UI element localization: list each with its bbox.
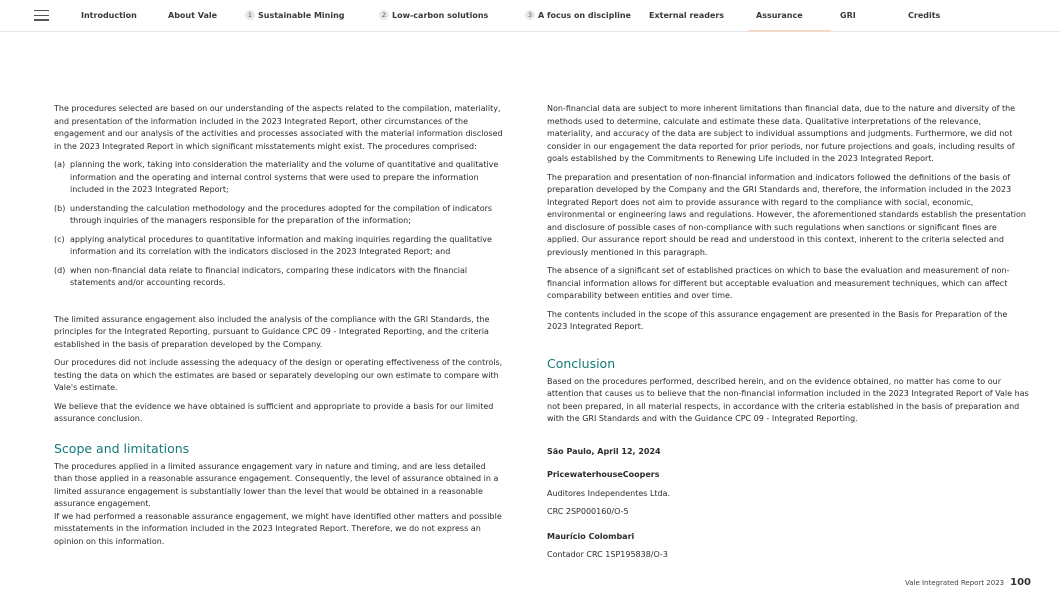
report-name: Vale Integrated Report 2023 <box>904 579 1005 587</box>
scope-paragraph-1: The procedures applied in a limited assurance engagement vary in nature and timing, and are less detailed than those applied in a reasonable assurance engagement. Consequently, the level of assurance obtained in a limited assurance engagement is substantially lower than the level that would be obtained in a reasonable assurance engagement. <box>54 461 499 508</box>
tab-label: A focus on discipline <box>538 11 631 20</box>
preparation-paragraph: The preparation and presentation of non-financial information and indicators followed the definitions of the basis of preparation developed by the Company and the GRI Standards and, therefore, the information included in the 2023 Integrated Report does not aim to provide assurance with regard to the compliance with social, economic, environmental or engineering laws and regulations. However, the aforementioned standards establish the presentation and disclosure of possible cases of non-compliance with such regulations when sanctions or significant fines are applied. Our assurance report should be read and understood in this context, inherent to the criteria selected and previously mentioned in this paragraph. <box>547 172 1026 257</box>
tab-assurance[interactable] <box>756 0 803 31</box>
conclusion-heading: Conclusion <box>547 355 616 371</box>
list-item <box>54 265 506 290</box>
hamburger-menu-icon[interactable] <box>34 10 49 21</box>
tab-label: Introduction <box>81 11 137 20</box>
list-item <box>54 234 506 259</box>
tab-introduction[interactable] <box>81 0 137 31</box>
list-marker: (a) <box>54 160 66 169</box>
firm-crc: CRC 2SP000160/O-5 <box>547 507 629 516</box>
signature-date: São Paulo, April 12, 2024 <box>547 446 661 456</box>
tab-label: Credits <box>908 11 941 20</box>
list-item-text: applying analytical procedures to quantitative information and making inquiries regarding the qualitative information and its correlation with the indicators disclosed in the 2023 Integrated Report; and <box>70 234 492 256</box>
chapter-number-badge: 2 <box>379 10 389 20</box>
list-marker: (b) <box>54 203 66 213</box>
tab-sustainable-mining[interactable] <box>245 0 345 31</box>
practices-paragraph: The absence of a significant set of established practices on which to base the evaluation and measurement of non-financial information allows for different but acceptable evaluation and measurement techniques, which can affect comparability between entities and over time. <box>547 266 1010 300</box>
signer-name: Maurício Colombari <box>547 531 635 541</box>
list-item-text: understanding the calculation methodology and the procedures adopted for the compilation of indicators through inquiries of the managers responsible for the preparation of the information; <box>70 203 493 225</box>
firm-legal-name: Auditores Independentes Ltda. <box>547 488 671 498</box>
page-number: 100 <box>1010 577 1031 588</box>
chapter-number-badge: 1 <box>245 10 255 20</box>
tab-label: GRI <box>840 11 856 20</box>
page-footer <box>905 577 1031 588</box>
right-column <box>547 103 1029 562</box>
nonfinancial-limitations-paragraph: Non-financial data are subject to more inherent limitations than financial data, due to the nature and diversity of the methods used to determine, calculate and estimate these data. Qualitative interpretations of the relevance, materiality, and accuracy of the data are subject to individual assumptions and judgments. Furthermore, we did not consider in our engagement the data reported for prior periods, nor future projections and goals, including results of goals established by the Commitments to Renewing Life included in the 2023 Integrated Report. <box>547 104 1016 163</box>
list-item <box>54 159 506 197</box>
firm-name: PricewaterhouseCoopers <box>547 470 660 479</box>
list-marker: (c) <box>54 234 65 244</box>
scope-contents-paragraph: The contents included in the scope of this assurance engagement are presented in the Basis for Preparation of the 2023 Integrated Report. <box>547 309 1008 331</box>
signer-crc: Contador CRC 1SP195838/O-3 <box>547 550 668 559</box>
conclusion-paragraph: Based on the procedures performed, described herein, and on the evidence obtained, no matter has come to our attention that causes us to believe that the non-financial information included in the 2023 Integrated Report of Vale has not been prepared, in all material respects, in accordance with the criteria established in the basis of preparation and with the GRI Standards and with the Guidance CPC 09 - Integrated Reporting. <box>547 376 1029 423</box>
top-navigation-bar <box>0 0 1060 32</box>
scope-paragraph-2: If we had performed a reasonable assurance engagement, we might have identified other matters and possible misstatements in the information included in the 2023 Integrated Report. Therefore, we do not express an opinion on this information. <box>54 511 502 546</box>
procedures-exclusion-paragraph: Our procedures did not include assessing the adequacy of the design or operating effectiveness of the controls, testing the data on which the estimates are based or separately developing our own estimate to compare with Vale's estimate. <box>54 358 503 392</box>
tab-label: Low-carbon solutions <box>392 11 489 20</box>
procedures-intro-paragraph: The procedures selected are based on our understanding of the aspects related to the compilation, materiality, and presentation of the information included in the 2023 Integrated Report, other circumstances of the engagement and our analysis of the activities and processes associated with the material information disclosed in the 2023 Integrated Report in which significant misstatements might exist. The procedures comprised: <box>54 104 503 151</box>
tab-label: Sustainable Mining <box>258 11 345 20</box>
scope-heading: Scope and limitations <box>54 440 190 456</box>
signature-block <box>547 446 1029 562</box>
chapter-number-badge: 3 <box>525 10 535 20</box>
tab-a-focus-on-discipline[interactable] <box>525 0 631 31</box>
tab-label: About Vale <box>168 11 218 20</box>
tab-label: Assurance <box>756 11 803 20</box>
tab-about-vale[interactable] <box>168 0 217 31</box>
tab-label: External readers <box>649 11 725 20</box>
left-column <box>54 103 506 548</box>
tab-external-readers[interactable] <box>649 0 724 31</box>
procedures-list <box>54 159 506 290</box>
limited-assurance-paragraph: The limited assurance engagement also included the analysis of the compliance with the GRI Standards, the principles for the Integrated Reporting, pursuant to Guidance CPC 09 - Integrated Reporting, and the criteria established in the basis of preparation developed by the Company. <box>54 314 490 349</box>
tab-credits[interactable] <box>908 0 940 31</box>
tab-gri[interactable] <box>840 0 856 31</box>
tab-low-carbon-solutions[interactable] <box>379 0 488 31</box>
evidence-paragraph: We believe that the evidence we have obtained is sufficient and appropriate to provide a basis for our limited assurance conclusion. <box>54 401 494 423</box>
list-item <box>54 203 506 228</box>
list-marker: (d) <box>54 265 66 275</box>
list-item-text: planning the work, taking into consideration the materiality and the volume of quantitative and qualitative information and the operating and internal control systems that were used to prepare the information included in the 2023 Integrated Report; <box>70 160 499 194</box>
list-item-text: when non-financial data relate to financial indicators, comparing these indicators with the financial statements and/or accounting records. <box>70 265 468 287</box>
